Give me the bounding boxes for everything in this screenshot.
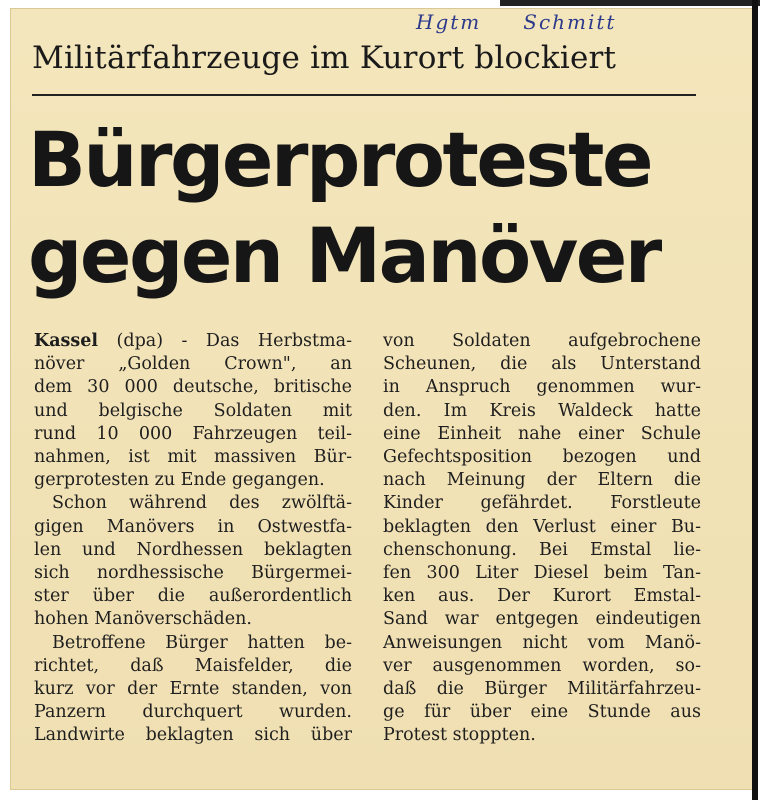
article-line: nach Meinung der Eltern die [383,470,701,491]
article-line: Landwirte beklagten sich über [34,725,352,746]
article-line: chenschonung. Bei Emstal lie- [383,539,701,560]
article-line: gigen Manövers in Ostwestfa- [34,516,352,537]
article-line: in Anspruch genommen wur- [383,377,701,398]
article-line: nahmen, ist mit massiven Bür- [34,447,352,468]
article-line: hohen Manöverschäden. [34,609,252,630]
subheadline-rule [32,94,696,96]
article-line: und belgische Soldaten mit [34,400,352,421]
article-line: gerprotesten zu Ende gegangen. [34,470,325,491]
article-line: Betroffene Bürger hatten be- [52,632,352,653]
article-line: den. Im Kreis Waldeck hatte [383,400,701,421]
article-line: ge für über eine Stunde aus [383,702,701,723]
article-line: beklagten den Verlust einer Bu- [383,516,701,537]
article-line: Kassel (dpa) - Das Herbstma- [34,331,352,351]
article-line: Scheunen, die als Unterstand [383,354,701,375]
article-line: Anweisungen nicht vom Manö- [383,632,701,653]
article-column-right [383,330,701,748]
article-line: richtet, daß Maisfelder, die [34,655,352,676]
handwritten-note-part-1: Hgtm [416,10,482,34]
article-line: növer „Golden Crown", an [34,354,352,375]
subheadline: Militärfahrzeuge im Kurort blockiert [32,40,617,76]
article-line: dem 30 000 deutsche, britische [34,377,352,398]
article-line: Kinder gefährdet. Forstleute [383,493,701,514]
article-line: daß die Bürger Militärfahrzeu- [383,679,701,700]
article-line: len und Nordhessen beklagten [34,539,352,560]
scan-shadow-top [500,0,760,6]
handwritten-note-part-2: Schmitt [523,10,617,34]
headline-line-1: Bürgerproteste [28,115,652,204]
article-line: Panzern durchquert wurden. [34,702,352,723]
article-line: fen 300 Liter Diesel beim Tan- [383,563,701,584]
scan-shadow-right [752,0,758,800]
article-line: ver ausgenommen worden, so- [383,655,701,676]
article-line: sich nordhessische Bürgermei- [34,563,352,584]
article-line: ken aus. Der Kurort Emstal- [383,586,701,607]
article-dateline: Kassel [34,331,99,351]
handwritten-note [416,10,616,34]
article-column-left [34,330,352,748]
article-line: Sand war entgegen eindeutigen [383,609,701,630]
article-line: Gefechtsposition bezogen und [383,447,701,468]
article-line: rund 10 000 Fahrzeugen teil- [34,423,352,444]
article-line: von Soldaten aufgebrochene [383,331,701,351]
headline [28,112,660,304]
article-line: ster über die außerordentlich [34,586,352,607]
article-line: kurz vor der Ernte standen, von [34,679,352,700]
article-line: eine Einheit nahe einer Schule [383,423,701,444]
article-line: Protest stoppten. [383,725,536,746]
headline-line-2: gegen Manöver [28,211,660,300]
article-line: Schon während des zwölftä- [52,493,352,514]
